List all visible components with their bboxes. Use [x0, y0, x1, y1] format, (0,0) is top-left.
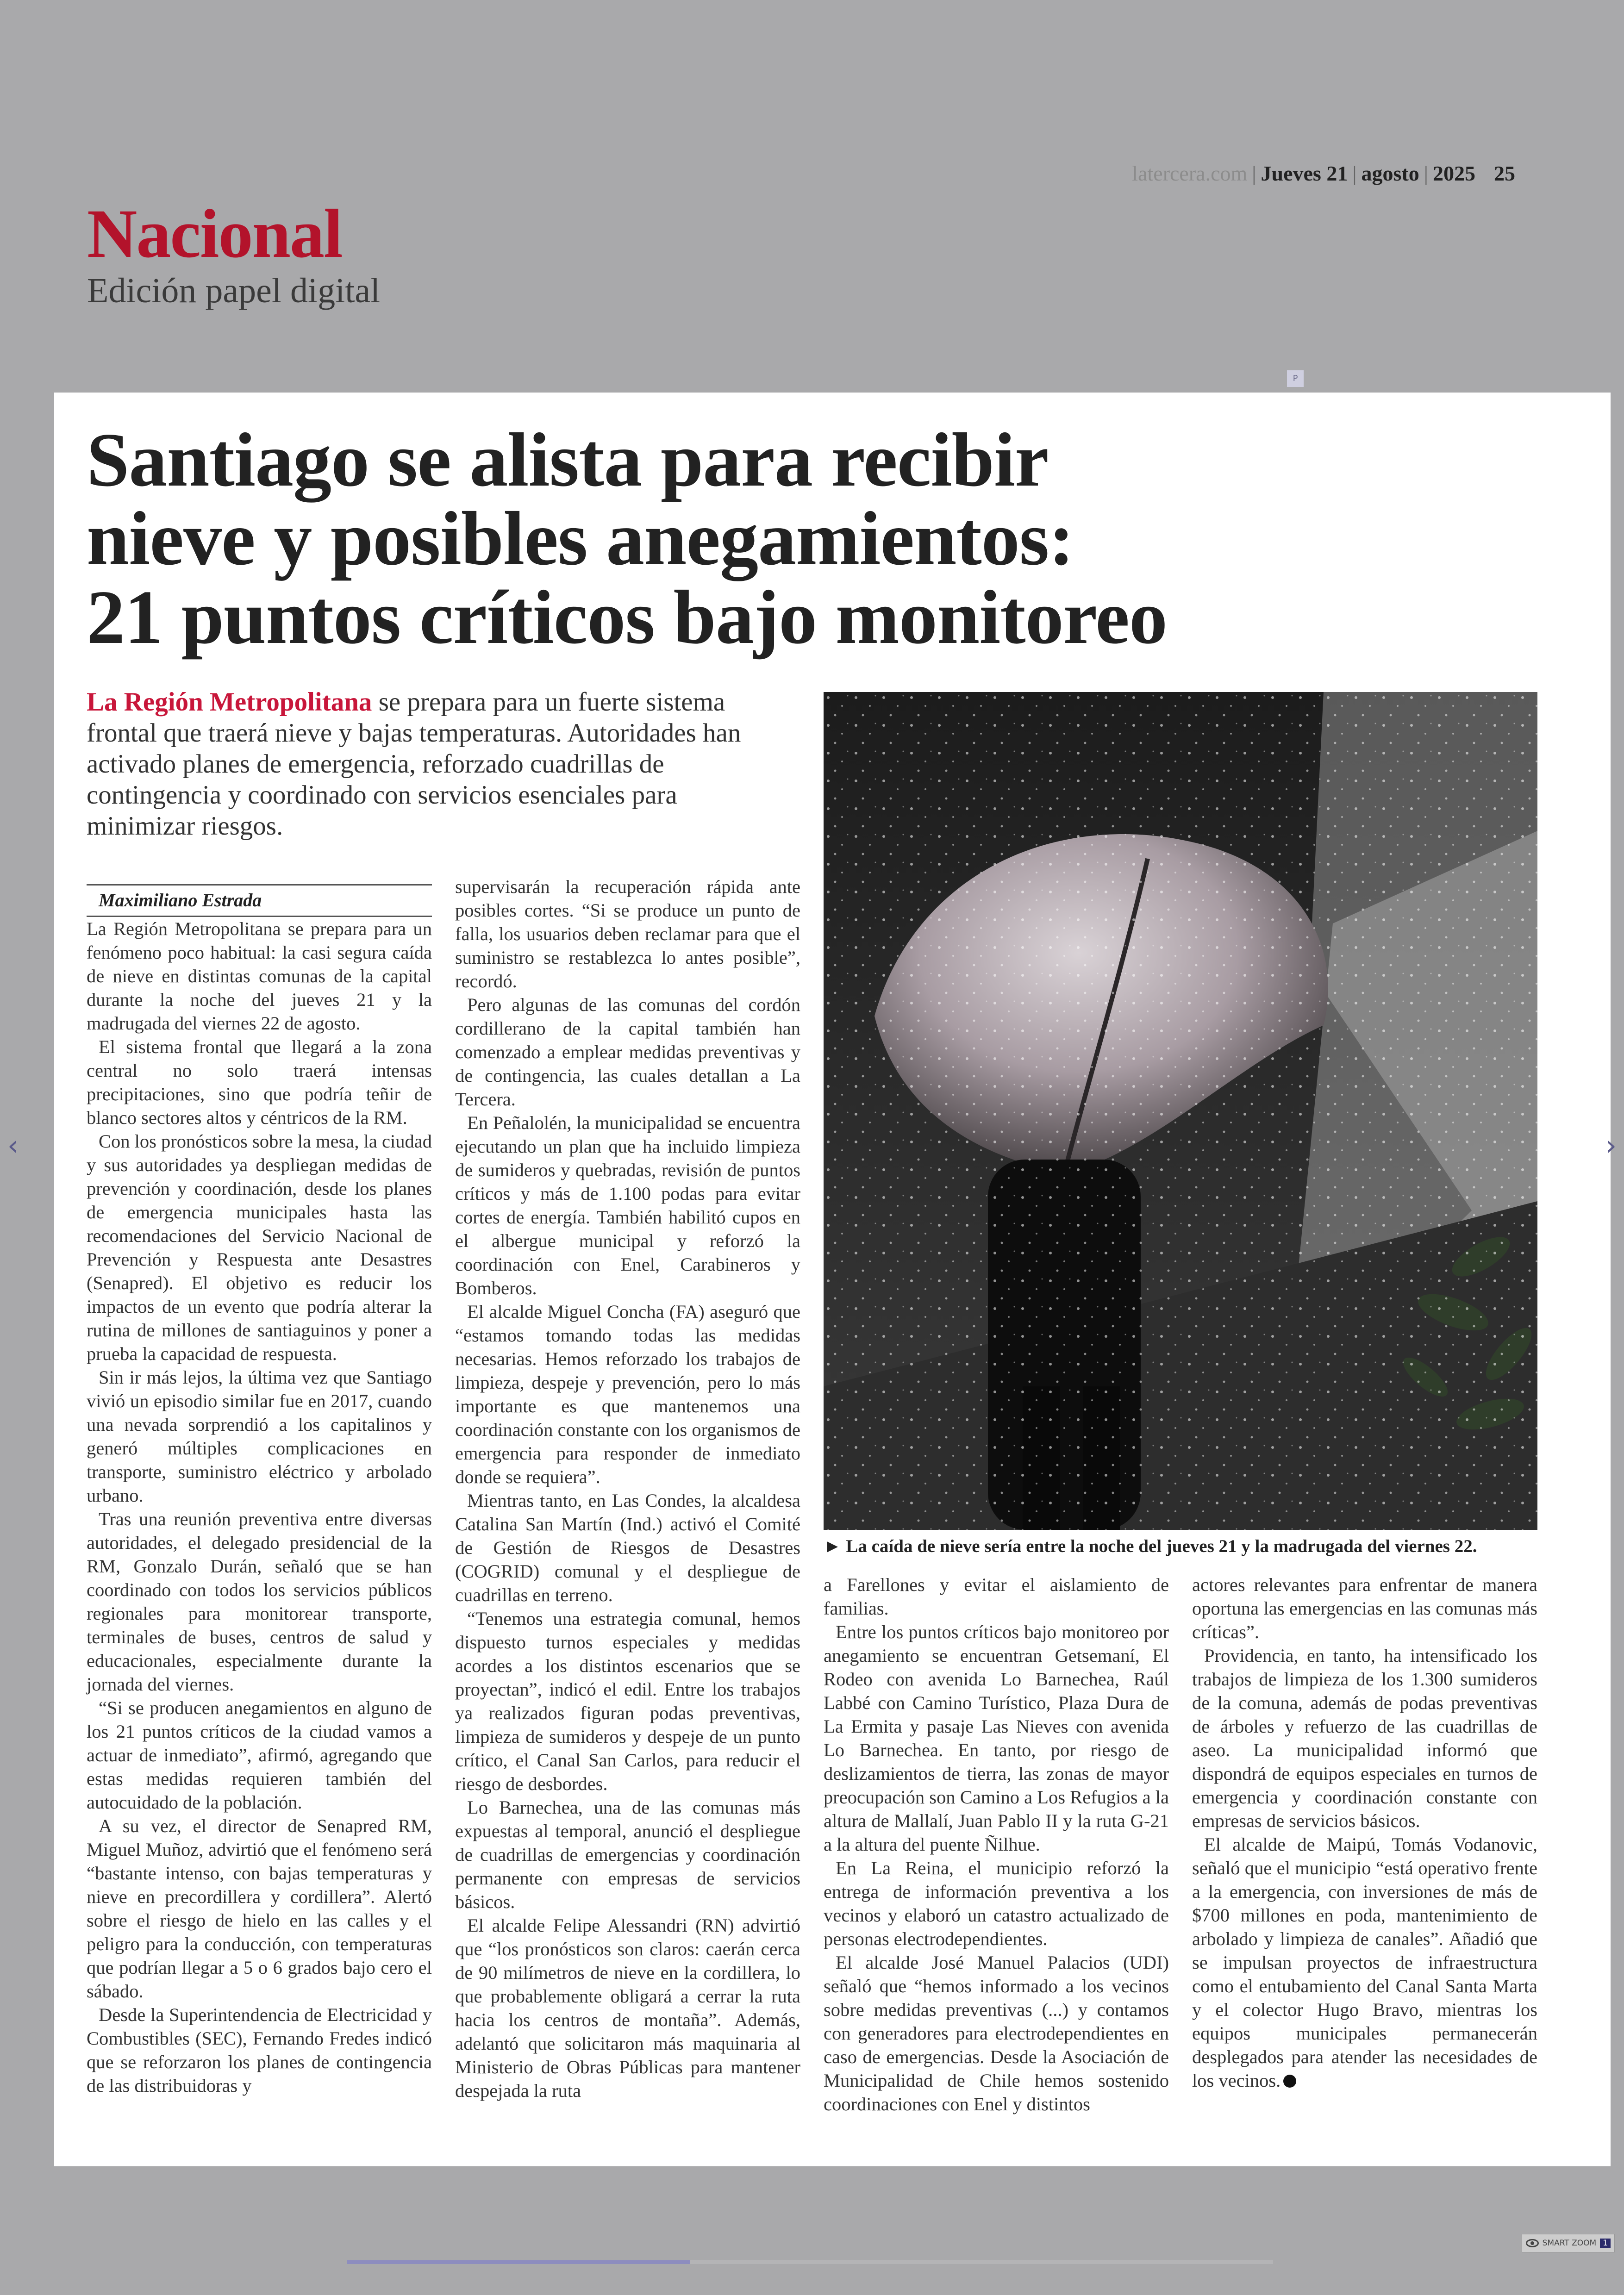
issue-date-line: latercera.com | Jueves 21 | agosto | 2025 25	[1132, 162, 1515, 185]
paragraph: En Peñalolén, la municipalidad se encuentra ejecutando un plan que ha incluido limpieza de sumideros y quebradas, revisión de puntos críticos y más de 1.100 podas para evitar cortes de energía. También habilitó cupos en el albergue municipal y reforzó la coordinación con Enel, Carabineros y Bomberos.	[455, 1112, 800, 1298]
lede	[87, 686, 749, 842]
section-title: Nacional	[87, 195, 342, 272]
umbrella-in-snow-photo	[824, 692, 1537, 1530]
paragraph: A su vez, el director de Senapred RM, Miguel Muñoz, advirtió que el fenómeno será “bastante intenso, con bajas temperaturas y nieve en precordillera y cordillera”. Alertó sobre el riesgo de hielo en las calles y el peligro para la conducción, con temperaturas que podrían llegar a 5 o 6 grados bajo cero el sábado.	[87, 1815, 432, 2002]
smart-zoom-label: SMART ZOOM	[1542, 2239, 1597, 2248]
article-column-2	[455, 875, 800, 2102]
headline-line: Santiago se alista para recibir	[87, 417, 1049, 502]
paragraph: El alcalde Miguel Concha (FA) aseguró que “estamos tomando todas las medidas necesarias. Hemos reforzado los trabajos de limpieza, despeje y prevención, pero lo más importante es que mantenemos una coordinación constante con los organismos de emergencia para responder de inmediato donde se requiera”.	[455, 1301, 800, 1487]
paragraph-text: El alcalde de Maipú, Tomás Vodanovic, señaló que el municipio “está operativo frente a la emergencia, con inversiones de más de $700 millones en poda, mantenimiento de arbolado y limpieza de canales”. Añadió que se impulsan proyectos de infraestructura como el entubamiento del Canal Santa Marta y el colector Hugo Bravo, mientras los equipos municipales permanecerán desplegados para atender las necesidades de los vecinos.	[1192, 1834, 1537, 2091]
paragraph: El sistema frontal que llegará a la zona central no solo traerá intensas precipitaciones, sino que podría teñir de blanco sectores altos y céntricos de la RM.	[87, 1036, 432, 1128]
paragraph: Pero algunas de las comunas del cordón cordillerano de la capital también han comenzado a emplear medidas preventivas y de contingencia, las cuales detallan a La Tercera.	[455, 994, 800, 1110]
issue-month: agosto	[1361, 162, 1419, 185]
paragraph: “Si se producen anegamientos en alguno de los 21 puntos críticos de la ciudad vamos a actuar de inmediato”, afirmó, agregando que estas medidas requieren también del autocuidado de la población.	[87, 1697, 432, 1813]
paragraph: El alcalde José Manuel Palacios (UDI) señaló que “hemos informado a los vecinos sobre medidas preventivas (...) y contamos con generadores para electrodependientes en caso de emergencias. Desde la Asociación de Municipalidad de Chile hemos sostenido coordinaciones con Enel y distintos	[824, 1952, 1169, 2114]
article-photo	[824, 692, 1537, 1530]
edition-label: Edición papel digital	[87, 271, 381, 310]
headline	[87, 417, 1475, 660]
paragraph: “Tenemos una estrategia comunal, hemos dispuesto turnos especiales y medidas acordes a los distintos escenarios que se proyectan”, indicó el edil. Entre los trabajos ya realizados figuran podas preventivas, limpieza de sumideros y despeje de un punto crítico, el Canal San Carlos, para reducir el riesgo de desbordes.	[455, 1608, 800, 1794]
paragraph: En La Reina, el municipio reforzó la entrega de información preventiva a los vecinos y elaboró un catastro actualizado de personas electrodependientes.	[824, 1858, 1169, 1949]
article-column-1	[87, 884, 432, 2097]
article-column-4	[1192, 1573, 1537, 2092]
headline-line: nieve y posibles anegamientos:	[87, 496, 1074, 581]
page-progress-bar[interactable]	[347, 2260, 1273, 2264]
photo-caption: ► La caída de nieve sería entre la noche del jueves 21 y la madrugada del viernes 22.	[824, 1536, 1477, 1556]
lede-text: se prepara para un fuerte sistema frontal que traerá nieve y bajas temperaturas. Autoridades han activado planes de emergencia, reforzado cuadrillas de contingencia y coordinado con servicios esenciales para minimizar riesgos.	[87, 687, 741, 841]
paragraph: Entre los puntos críticos bajo monitoreo por anegamiento se encuentran Getsemaní, El Rodeo con avenida Lo Barnechea, Raúl Labbé con Camino Turístico, Plaza Dura de La Ermita y pasaje Las Nieves con avenida Lo Barnechea. En tanto, por riesgo de deslizamientos de tierra, las zonas de mayor preocupación son Camino a Los Refugios a la altura de Mallalí, Juan Pablo II y la ruta G-21 a la altura del puente Ñilhue.	[824, 1621, 1169, 1855]
article-column-3	[824, 1573, 1169, 2116]
paragraph: Sin ir más lejos, la última vez que Santiago vivió un episodio similar fue en 2017, cuando una nevada sorprendió a los capitalinos y generó múltiples complicaciones en transporte, suministro eléctrico y arbolado urbano.	[87, 1367, 432, 1506]
site-name: latercera.com	[1132, 162, 1248, 185]
paragraph: El alcalde Felipe Alessandri (RN) advirtió que “los pronósticos son claros: caerán cerca de 90 milímetros de nieve en la cordillera, lo que probablemente obligará a cerrar la ruta hacia los centros de montaña”. Además, adelantó que solicitaron más maquinaria al Ministerio de Obras Públicas para mantener despejada la ruta	[455, 1915, 800, 2101]
paragraph: La Región Metropolitana se prepara para un fenómeno poco habitual: la casi segura caída de nieve en distintas comunas de la capital durante la noche del jueves 21 y la madrugada del viernes 22 de agosto.	[87, 918, 432, 1034]
smart-zoom-button[interactable]	[1522, 2234, 1615, 2252]
byline: Maximiliano Estrada	[87, 884, 432, 917]
page-progress-fill	[347, 2260, 690, 2264]
paragraph: Con los pronósticos sobre la mesa, la ciudad y sus autoridades ya despliegan medidas de prevención y coordinación, desde los planes de emergencia municipales hasta las recomendaciones del Servicio Nacional de Prevención y Respuesta ante Desastres (Senapred). El objetivo es reducir los impactos de un evento que podría alterar la rutina de millones de santiaguinos y poner a prueba la capacidad de respuesta.	[87, 1131, 432, 1364]
paragraph: Mientras tanto, en Las Condes, la alcaldesa Catalina San Martín (Ind.) activó el Comité de Gestión de Riesgos de Desastres (COGRID) comunal y el despliegue de cuadrillas en terreno.	[455, 1490, 800, 1605]
last-paragraph	[1192, 1833, 1537, 2092]
issue-year: 2025	[1433, 162, 1475, 185]
paragraph: Tras una reunión preventiva entre diversas autoridades, el delegado presidencial de la RM, Gonzalo Durán, señaló que se han coordinado con todos los servicios públicos regionales para monitorear transporte, terminales de buses, centros de salud y educacionales, especialmente durante la jornada del viernes.	[87, 1509, 432, 1695]
previous-page-arrow-icon[interactable]: ‹	[7, 1129, 19, 1162]
page-number: 25	[1494, 162, 1515, 185]
paragraph: a Farellones y evitar el aislamiento de familias.	[824, 1574, 1169, 1619]
end-of-article-icon	[1283, 2075, 1296, 2088]
paragraph: Lo Barnechea, una de las comunas más expuestas al temporal, anunció el despliegue de cuadrillas de emergencias y coordinación permanente con empresas de servicios básicos.	[455, 1797, 800, 1912]
paragraph: supervisarán la recuperación rápida ante posibles cortes. “Si se produce un punto de falla, los usuarios deben reclamar para que el suministro se restablezca lo antes posible”, recordó.	[455, 876, 800, 992]
smart-zoom-count: 1	[1600, 2239, 1611, 2248]
ad-marker[interactable]: P	[1287, 370, 1304, 387]
headline-line: 21 puntos críticos bajo monitoreo	[87, 574, 1167, 660]
newspaper-page	[54, 393, 1611, 2166]
paragraph: Providencia, en tanto, ha intensificado los trabajos de limpieza de los 1.300 sumideros de la comuna, además de podas preventivas de árboles y refuerzo de las cuadrillas de aseo. La municipalidad informó que dispondrá de equipos especiales en turnos de emergencia y coordinación constante con empresas de servicios básicos.	[1192, 1645, 1537, 1831]
next-page-arrow-icon[interactable]: ›	[1605, 1129, 1617, 1162]
paragraph: Desde la Superintendencia de Electricidad y Combustibles (SEC), Fernando Fredes indicó que se reforzaron los planes de contingencia de las distribuidoras y	[87, 2004, 432, 2096]
paragraph: actores relevantes para enfrentar de manera oportuna las emergencias en las comunas más críticas”.	[1192, 1574, 1537, 1642]
issue-weekday-day: Jueves 21	[1261, 162, 1348, 185]
lede-highlight: La Región Metropolitana	[87, 687, 372, 717]
eye-icon	[1526, 2239, 1539, 2247]
